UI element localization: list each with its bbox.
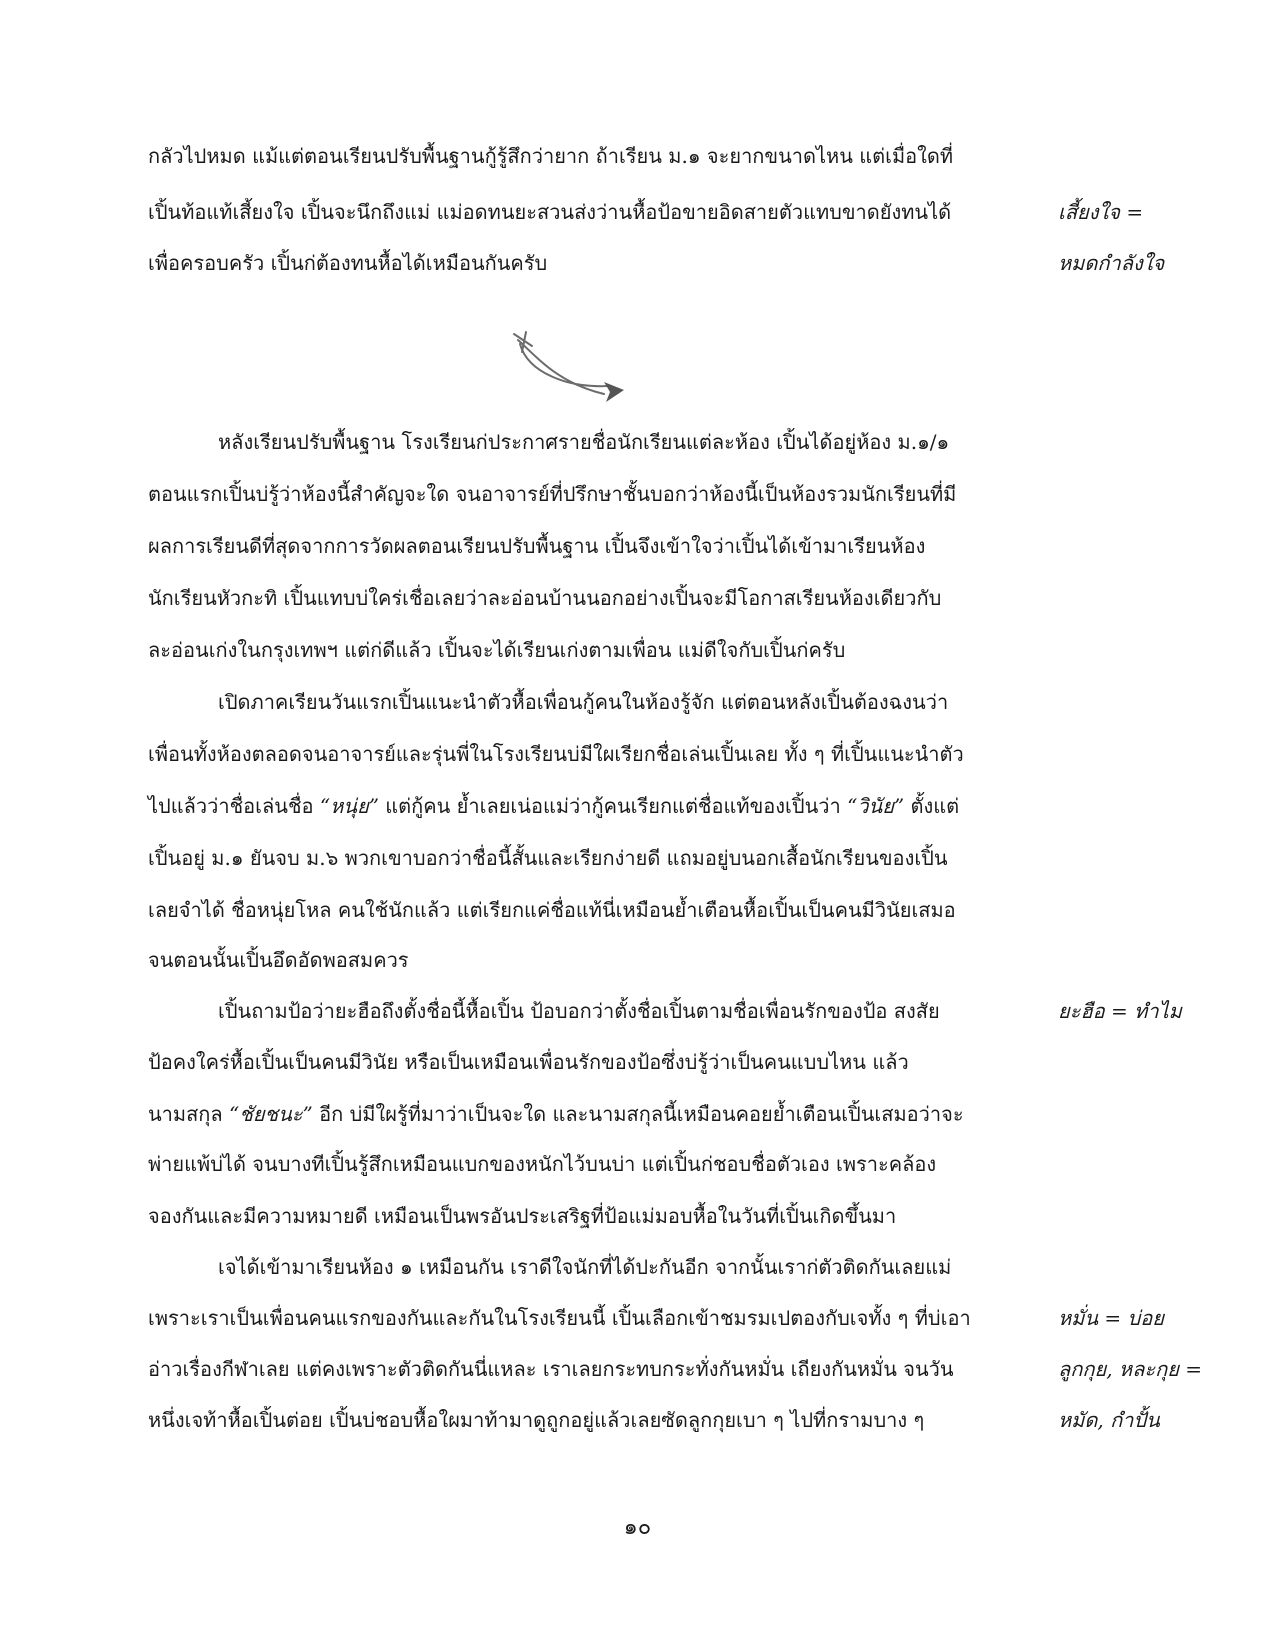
margin-gloss: ยะฮือ = ทำไม	[1058, 999, 1182, 1023]
body-line	[148, 792, 959, 820]
body-line: เลยจำได้ ชื่อหนุ่ยโหล คนใช้นักแล้ว แต่เรียกแค่ชื่อแท้นี่เหมือนย้ำเตือนหื้อเปิ้นเป็นคนมีวินัยเสมอ	[148, 898, 956, 922]
arrow-bow-ornament-icon	[508, 328, 638, 413]
body-line: อ่าวเรื่องกีฬาเลย แต่คงเพราะตัวติดกันนี่แหละ เราเลยกระทบกระทั่งกันหมั่น เถียงกันหมั่น จนวัน	[148, 1357, 954, 1381]
body-line: ตอนแรกเปิ้นบ่รู้ว่าห้องนี้สำคัญจะใด จนอาจารย์ที่ปรึกษาชั้นบอกว่าห้องนี้เป็นห้องรวมนักเรียนที่มี	[148, 482, 957, 506]
body-line: เปิ้นอยู่ ม.๑ ยันจบ ม.๖ พวกเขาบอกว่าชื่อนี้สั้นและเรียกง่ายดี แถมอยู่บนอกเสื้อนักเรียนของเปิ้น	[148, 846, 948, 870]
body-line: เจได้เข้ามาเรียนห้อง ๑ เหมือนกัน เราดีใจนักที่ได้ปะกันอีก จากนั้นเราก่ตัวติดกันเลยแม่	[218, 1255, 952, 1279]
body-line: ผลการเรียนดีที่สุดจากการวัดผลตอนเรียนปรับพื้นฐาน เปิ้นจึงเข้าใจว่าเปิ้นได้เข้ามาเรียนห้อง	[148, 534, 926, 558]
body-line	[148, 1100, 964, 1128]
body-line: กลัวไปหมด แม้แต่ตอนเรียนปรับพื้นฐานกู้รู้สึกว่ายาก ถ้าเรียน ม.๑ จะยากขนาดไหน แต่เมื่อใดที่	[148, 144, 954, 168]
body-line: หนึ่งเจท้าหื้อเปิ้นต่อย เปิ้นบ่ชอบหื้อใผมาท้ามาดูถูกอยู่แล้วเลยซัดลูกกุยเบา ๆ ไปที่กรามบาง ๆ	[148, 1408, 925, 1432]
body-line: เพราะเราเป็นเพื่อนคนแรกของกันและกันในโรงเรียนนี้ เปิ้นเลือกเข้าชมรมเปตองกับเจทั้ง ๆ ที่บ่เอา	[148, 1306, 971, 1330]
margin-gloss: หมัด, กำปั้น	[1058, 1408, 1160, 1432]
body-line: เปิ้นถามป้อว่ายะฮือถึงตั้งชื่อนี้หื้อเปิ้น ป้อบอกว่าตั้งชื่อเปิ้นตามชื่อเพื่อนรักของป้อ สงสัย	[218, 999, 940, 1023]
body-line: ละอ่อนเก่งในกรุงเทพฯ แต่ก่ดีแล้ว เปิ้นจะได้เรียนเก่งตามเพื่อน แม่ดีใจกับเปิ้นก่ครับ	[148, 638, 846, 662]
body-line: ป้อคงใคร่หื้อเปิ้นเป็นคนมีวินัย หรือเป็นเหมือนเพื่อนรักของป้อซึ่งบ่รู้ว่าเป็นคนแบบไหน แล้ว	[148, 1050, 909, 1074]
page-number: ๑๐	[623, 1515, 652, 1540]
body-line: เพื่อนทั้งห้องตลอดจนอาจารย์และรุ่นพี่ในโรงเรียนบ่มีใผเรียกชื่อเล่นเปิ้นเลย ทั้ง ๆ ที่เปิ้นแนะนำตัว	[148, 742, 964, 766]
body-line: พ่ายแพ้บ่ได้ จนบางทีเปิ้นรู้สึกเหมือนแบกของหนักไว้บนบ่า แต่เปิ้นก่ชอบชื่อตัวเอง เพราะคล้อง	[148, 1152, 937, 1176]
body-line: เปิ้นท้อแท้เสี้ยงใจ เปิ้นจะนึกถึงแม่ แม่อดทนยะสวนส่งว่านหื้อป้อขายอิดสายตัวแทบขาดยังทนได้	[148, 200, 952, 224]
body-text: แต่กู้คน ย้ำเลยเน่อแม่ว่ากู้คนเรียกแต่ชื่อแท้ของเปิ้นว่า	[378, 794, 848, 818]
realname-quote: “วินัย”	[847, 794, 905, 818]
body-text: นามสกุล	[148, 1102, 230, 1126]
margin-gloss: เสี้ยงใจ =	[1058, 200, 1144, 224]
body-line: จองกันและมีความหมายดี เหมือนเป็นพรอันประเสริฐที่ป้อแม่มอบหื้อในวันที่เปิ้นเกิดขึ้นมา	[148, 1204, 897, 1228]
body-text: ไปแล้วว่าชื่อเล่นชื่อ	[148, 794, 320, 818]
margin-gloss: หมดกำลังใจ	[1058, 251, 1165, 275]
body-line: นักเรียนหัวกะทิ เปิ้นแทบบ่ใคร่เชื่อเลยว่าละอ่อนบ้านนอกอย่างเปิ้นจะมีโอกาสเรียนห้องเดียวกับ	[148, 586, 942, 610]
surname-quote: “ชัยชนะ”	[229, 1102, 313, 1126]
body-line: เปิดภาคเรียนวันแรกเปิ้นแนะนำตัวหื้อเพื่อนกู้คนในห้องรู้จัก แต่ตอนหลังเปิ้นต้องฉงนว่า	[218, 690, 949, 714]
nickname-quote: “หนุ่ย”	[319, 794, 379, 818]
margin-gloss: หมั่น = บ่อย	[1058, 1306, 1164, 1330]
body-line: จนตอนนั้นเปิ้นอึดอัดพอสมควร	[148, 948, 409, 972]
body-line: หลังเรียนปรับพื้นฐาน โรงเรียนก่ประกาศรายชื่อนักเรียนแต่ละห้อง เปิ้นได้อยู่ห้อง ม.๑/๑	[218, 430, 950, 454]
body-text: ตั้งแต่	[904, 794, 960, 818]
margin-gloss: ลูกกุย, หละกุย =	[1058, 1357, 1203, 1381]
body-text: อีก บ่มีใผรู้ที่มาว่าเป็นจะใด และนามสกุลนี้เหมือนคอยย้ำเตือนเปิ้นเสมอว่าจะ	[312, 1102, 964, 1126]
body-line: เพื่อครอบครัว เปิ้นก่ต้องทนหื้อได้เหมือนกันครับ	[148, 251, 548, 275]
